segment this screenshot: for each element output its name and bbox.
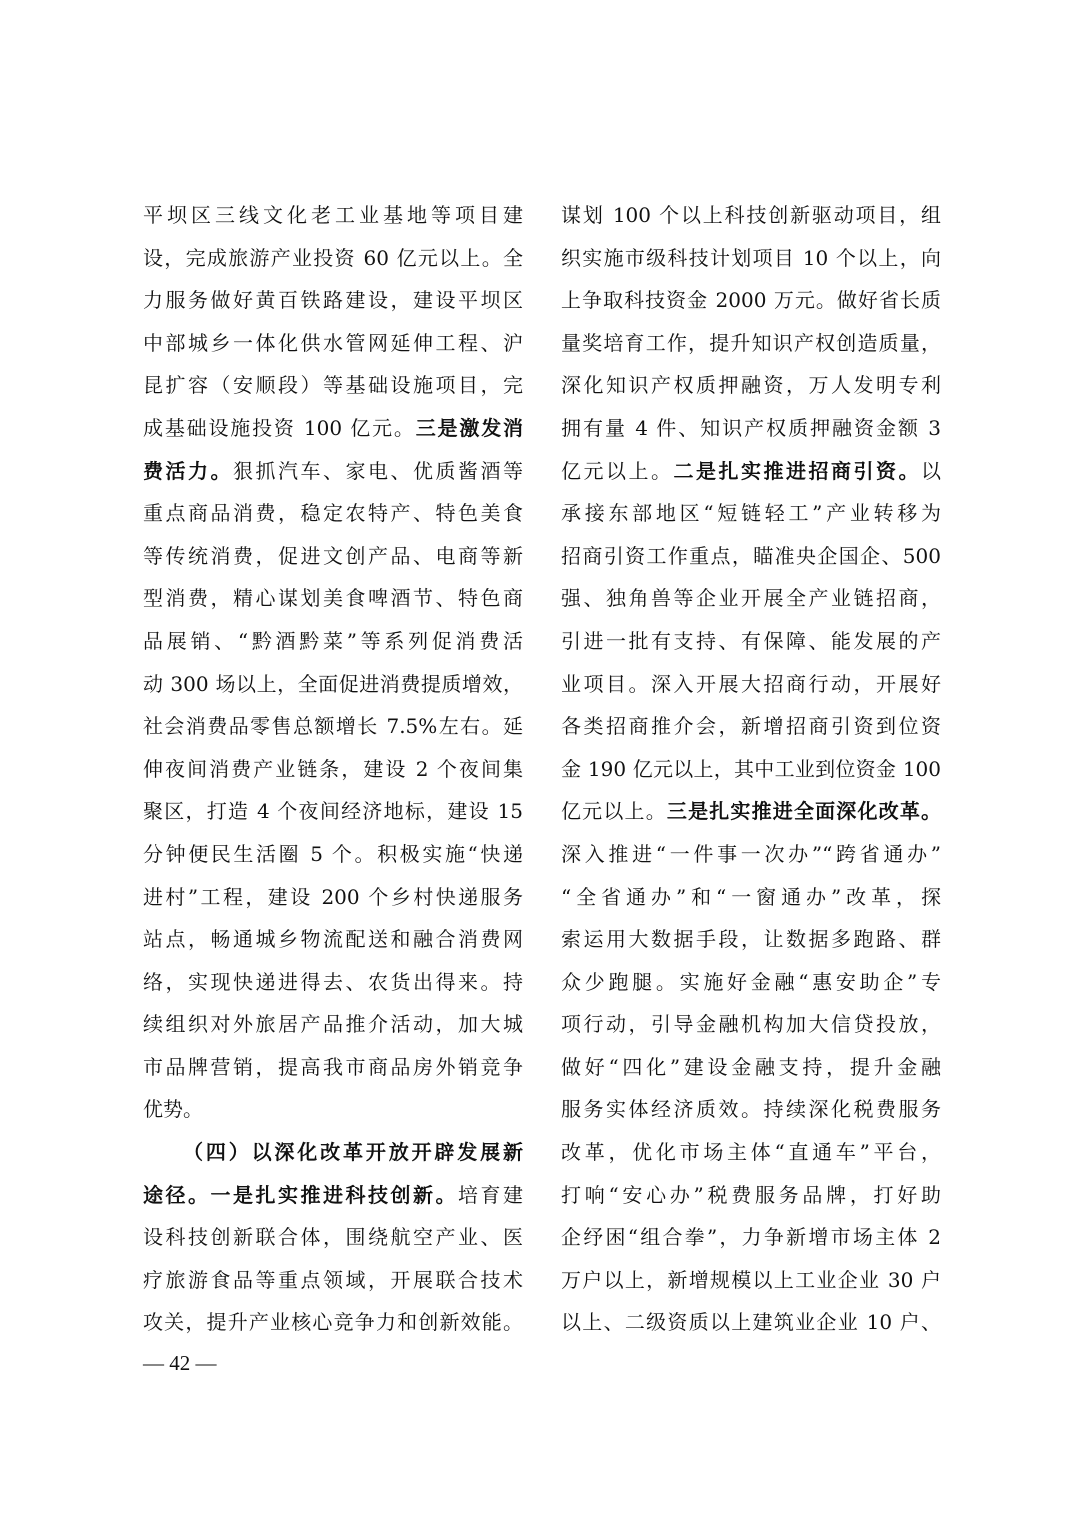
text-line — [561, 1301, 941, 1344]
text-line — [143, 876, 523, 919]
text-run: 站点，畅通城乡物流配送和融合消费网 — [143, 927, 523, 952]
bold-text-run: 二是扎实推进招商引资。 — [673, 458, 921, 483]
text-line — [561, 279, 941, 322]
text-line — [561, 535, 941, 578]
text-run: “全省通办”和“一窗通办”改革，探 — [561, 884, 941, 909]
text-line — [561, 876, 941, 919]
text-line — [561, 705, 941, 748]
text-line — [143, 918, 523, 961]
text-line — [143, 577, 523, 620]
text-run: 引进一批有支持、有保障、能发展的产 — [561, 628, 941, 653]
text-run: 金 190 亿元以上，其中工业到位资金 100 — [561, 756, 941, 781]
text-run: 众少跑腿。实施好金融“惠安助企”专 — [561, 969, 941, 994]
text-line — [143, 1259, 523, 1302]
text-line — [143, 1216, 523, 1259]
text-line — [561, 364, 941, 407]
text-run: 企纾困“组合拳”，力争新增市场主体 2 — [561, 1225, 941, 1250]
text-line — [561, 790, 941, 833]
text-run: 服务实体经济质效。持续深化税费服务 — [561, 1097, 941, 1122]
text-run: 重点商品消费，稳定农特产、特色美食 — [143, 501, 523, 526]
text-line — [561, 492, 941, 535]
text-line — [143, 1046, 523, 1089]
text-run: 万户以上，新增规模以上工业企业 30 户 — [561, 1267, 941, 1292]
text-run: 社会消费品零售总额增长 7.5%左右。延 — [143, 714, 523, 739]
text-line — [143, 237, 523, 280]
text-line — [561, 577, 941, 620]
text-run: 培育建 — [458, 1182, 523, 1207]
text-run: 络，实现快递进得去、农货出得来。持 — [143, 969, 523, 994]
bold-text-run: 三是扎实推进全面深化改革。 — [666, 799, 941, 824]
text-line — [143, 1174, 523, 1217]
text-run: 等传统消费，促进文创产品、电商等新 — [143, 543, 523, 568]
text-run: 织实施市级科技计划项目 10 个以上，向 — [561, 245, 941, 270]
text-line — [561, 961, 941, 1004]
text-run: 索运用大数据手段，让数据多跑路、群 — [561, 927, 941, 952]
text-run: 以上、二级资质以上建筑业企业 10 户、 — [561, 1310, 941, 1335]
text-line — [143, 833, 523, 876]
left-text-column — [143, 194, 523, 1344]
text-run: 疗旅游食品等重点领域，开展联合技术 — [143, 1267, 523, 1292]
text-run: 改革，优化市场主体“直通车”平台， — [561, 1140, 941, 1165]
text-run: 拥有量 4 件、知识产权质押融资金额 3 — [561, 415, 941, 440]
text-run: 各类招商推介会，新增招商引资到位资 — [561, 714, 941, 739]
text-line — [561, 237, 941, 280]
text-line — [143, 322, 523, 365]
text-line — [561, 407, 941, 450]
text-line — [143, 535, 523, 578]
text-line — [561, 918, 941, 961]
text-line — [561, 1088, 941, 1131]
text-line — [143, 194, 523, 237]
text-run: 续组织对外旅居产品推介活动，加大城 — [143, 1012, 523, 1037]
text-run: 力服务做好黄百铁路建设，建设平坝区 — [143, 288, 523, 313]
text-line — [561, 833, 941, 876]
text-run: 做好“四化”建设金融支持，提升金融 — [561, 1054, 941, 1079]
text-line — [143, 450, 523, 493]
text-run: 深化知识产权质押融资，万人发明专利 — [561, 373, 941, 398]
bold-text-run: （四）以深化改革开放开辟发展新 — [183, 1140, 523, 1165]
page-number: — 42 — — [143, 1351, 217, 1375]
text-line — [561, 322, 941, 365]
text-run: 设，完成旅游产业投资 60 亿元以上。全 — [143, 245, 523, 270]
text-line — [561, 1259, 941, 1302]
text-run: 亿元以上。 — [561, 458, 674, 483]
text-line — [143, 1131, 523, 1174]
bold-text-run: 费活力。 — [143, 458, 233, 483]
bold-text-run: 途径。一是扎实推进科技创新。 — [143, 1182, 458, 1207]
text-line — [561, 748, 941, 791]
text-run: 承接东部地区“短链轻工”产业转移为 — [561, 501, 941, 526]
text-run: 强、独角兽等企业开展全产业链招商， — [561, 586, 941, 611]
text-line — [561, 1046, 941, 1089]
text-line — [143, 1088, 523, 1131]
text-line — [561, 1174, 941, 1217]
text-line — [143, 620, 523, 663]
text-line — [561, 1131, 941, 1174]
text-run: 深入推进“一件事一次办”“跨省通办” — [561, 841, 941, 866]
text-line — [561, 620, 941, 663]
text-line — [561, 1216, 941, 1259]
text-line — [143, 1301, 523, 1344]
text-line — [143, 407, 523, 450]
text-run: 聚区，打造 4 个夜间经济地标，建设 15 — [143, 799, 523, 824]
text-line — [143, 705, 523, 748]
text-run: 设科技创新联合体，围绕航空产业、医 — [143, 1225, 523, 1250]
text-line — [143, 364, 523, 407]
text-line — [143, 492, 523, 535]
text-line — [561, 450, 941, 493]
text-run: 动 300 场以上，全面促进消费提质增效， — [143, 671, 523, 696]
text-run: 招商引资工作重点，瞄准央企国企、500 — [561, 543, 941, 568]
text-run: 型消费，精心谋划美食啤酒节、特色商 — [143, 586, 523, 611]
text-line — [561, 663, 941, 706]
text-run: 品展销、“黔酒黔菜”等系列促消费活 — [143, 628, 523, 653]
text-run: 成基础设施投资 100 亿元。 — [143, 415, 416, 440]
text-line — [561, 1003, 941, 1046]
right-text-column — [561, 194, 941, 1344]
text-line — [143, 279, 523, 322]
text-run: 优势。 — [143, 1097, 203, 1122]
text-run: 业项目。深入开展大招商行动，开展好 — [561, 671, 941, 696]
text-run: 量奖培育工作，提升知识产权创造质量， — [561, 330, 941, 355]
text-run: 昆扩容（安顺段）等基础设施项目，完 — [143, 373, 523, 398]
text-run: 打响“安心办”税费服务品牌，打好助 — [561, 1182, 941, 1207]
text-run: 上争取科技资金 2000 万元。做好省长质 — [561, 288, 941, 313]
text-run: 进村”工程，建设 200 个乡村快递服务 — [143, 884, 523, 909]
text-line — [143, 1003, 523, 1046]
text-run: 市品牌营销，提高我市商品房外销竞争 — [143, 1054, 523, 1079]
text-line — [143, 748, 523, 791]
text-run: 中部城乡一体化供水管网延伸工程、沪 — [143, 330, 523, 355]
text-run: 攻关，提升产业核心竞争力和创新效能。 — [143, 1310, 523, 1335]
text-run: 平坝区三线文化老工业基地等项目建 — [143, 203, 523, 227]
text-run: 亿元以上。 — [561, 799, 667, 824]
text-run: 狠抓汽车、家电、优质酱酒等 — [233, 458, 523, 483]
text-line — [143, 961, 523, 1004]
text-line — [561, 194, 941, 237]
text-run: 以 — [921, 458, 941, 483]
text-line — [143, 663, 523, 706]
text-run: 伸夜间消费产业链条，建设 2 个夜间集 — [143, 756, 523, 781]
text-line — [143, 790, 523, 833]
text-run: 分钟便民生活圈 5 个。积极实施“快递 — [143, 841, 523, 866]
text-run: 项行动，引导金融机构加大信贷投放， — [561, 1012, 941, 1037]
bold-text-run: 三是激发消 — [415, 415, 523, 440]
text-run: 谋划 100 个以上科技创新驱动项目，组 — [561, 203, 941, 227]
